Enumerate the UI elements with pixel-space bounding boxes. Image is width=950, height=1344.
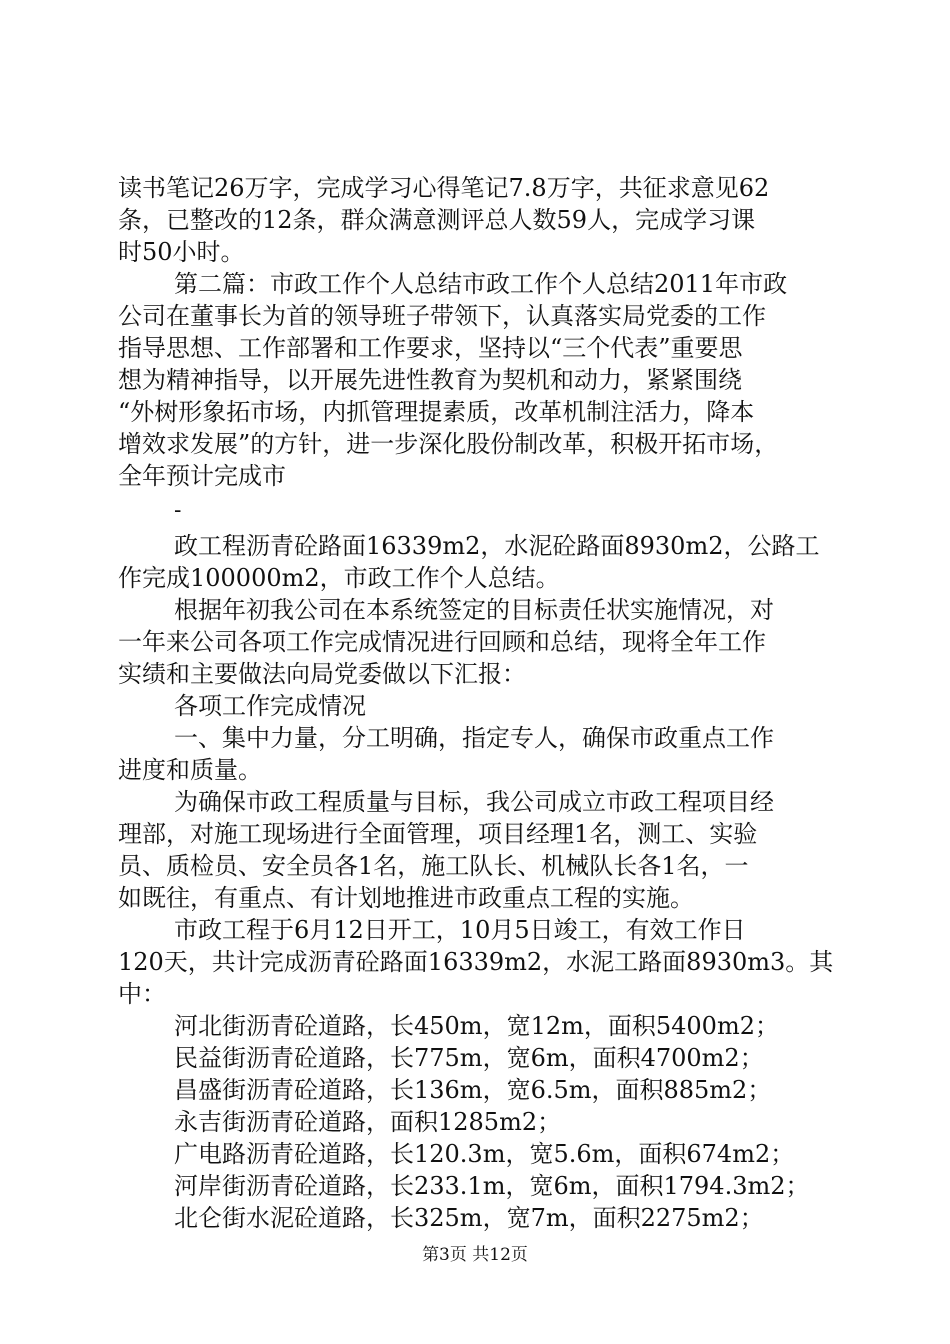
text-line: 120天，共计完成沥青砼路面16339m2，水泥工路面8930m3。其 — [118, 948, 834, 976]
text-line: 全年预计完成市 — [118, 462, 286, 490]
text-line: 永吉街沥青砼道路，面积1285m2； — [174, 1108, 562, 1136]
page-break-dash: - — [174, 498, 182, 523]
text-line: 各项工作完成情况 — [174, 692, 366, 720]
text-line: 民益街沥青砼道路，长775m，宽6m，面积4700m2； — [174, 1044, 764, 1072]
text-line: 根据年初我公司在本系统签定的目标责任状实施情况，对 — [174, 596, 774, 624]
text-line: 读书笔记26万字，完成学习心得笔记7.8万字，共征求意见62 — [118, 174, 770, 202]
text-line: 河北街沥青砼道路，长450m，宽12m，面积5400m2； — [174, 1012, 779, 1040]
text-line: 为确保市政工程质量与目标，我公司成立市政工程项目经 — [174, 788, 774, 816]
text-line: “外树形象拓市场，内抓管理提素质，改革机制注活力，降本 — [118, 398, 755, 426]
text-line: 如既往，有重点、有计划地推进市政重点工程的实施。 — [118, 884, 694, 912]
document-body — [118, 172, 834, 1234]
text-line: 广电路沥青砼道路，长120.3m，宽5.6m，面积674m2； — [174, 1140, 795, 1168]
text-line: 增效求发展”的方针，进一步深化股份制改革，积极开拓市场， — [118, 430, 779, 458]
text-line: 一年来公司各项工作完成情况进行回顾和总结，现将全年工作 — [118, 628, 766, 656]
text-line: 公司在董事长为首的领导班子带领下，认真落实局党委的工作 — [118, 302, 766, 330]
text-line: 实绩和主要做法向局党委做以下汇报： — [118, 660, 526, 688]
text-line: 中： — [118, 980, 166, 1008]
text-line: 指导思想、工作部署和工作要求，坚持以“三个代表”重要思 — [118, 334, 743, 362]
text-line: 河岸街沥青砼道路，长233.1m，宽6m，面积1794.3m2； — [174, 1172, 810, 1200]
text-line: 进度和质量。 — [118, 756, 262, 784]
text-line: 第二篇：市政工作个人总结市政工作个人总结2011年市政 — [174, 270, 788, 298]
text-line: 作完成100000m2，市政工作个人总结。 — [118, 564, 560, 592]
text-line: 昌盛街沥青砼道路，长136m，宽6.5m，面积885m2； — [174, 1076, 772, 1104]
text-line: 理部，对施工现场进行全面管理，项目经理1名，测工、实验 — [118, 820, 758, 848]
text-line: 员、质检员、安全员各1名，施工队长、机械队长各1名，一 — [118, 852, 749, 880]
text-line: 市政工程于6月12日开工，10月5日竣工，有效工作日 — [174, 916, 746, 944]
text-line: 北仑街水泥砼道路，长325m，宽7m，面积2275m2； — [174, 1204, 764, 1232]
text-line: 一、集中力量，分工明确，指定专人，确保市政重点工作 — [174, 724, 774, 752]
text-line: 条，已整改的12条，群众满意测评总人数59人，完成学习课 — [118, 206, 756, 234]
text-line: 政工程沥青砼路面16339m2，水泥砼路面8930m2，公路工 — [174, 532, 820, 560]
text-line: 想为精神指导，以开展先进性教育为契机和动力，紧紧围绕 — [118, 366, 742, 394]
text-line: 时50小时。 — [118, 238, 245, 266]
page-footer: 第3页 共12页 — [422, 1245, 528, 1265]
